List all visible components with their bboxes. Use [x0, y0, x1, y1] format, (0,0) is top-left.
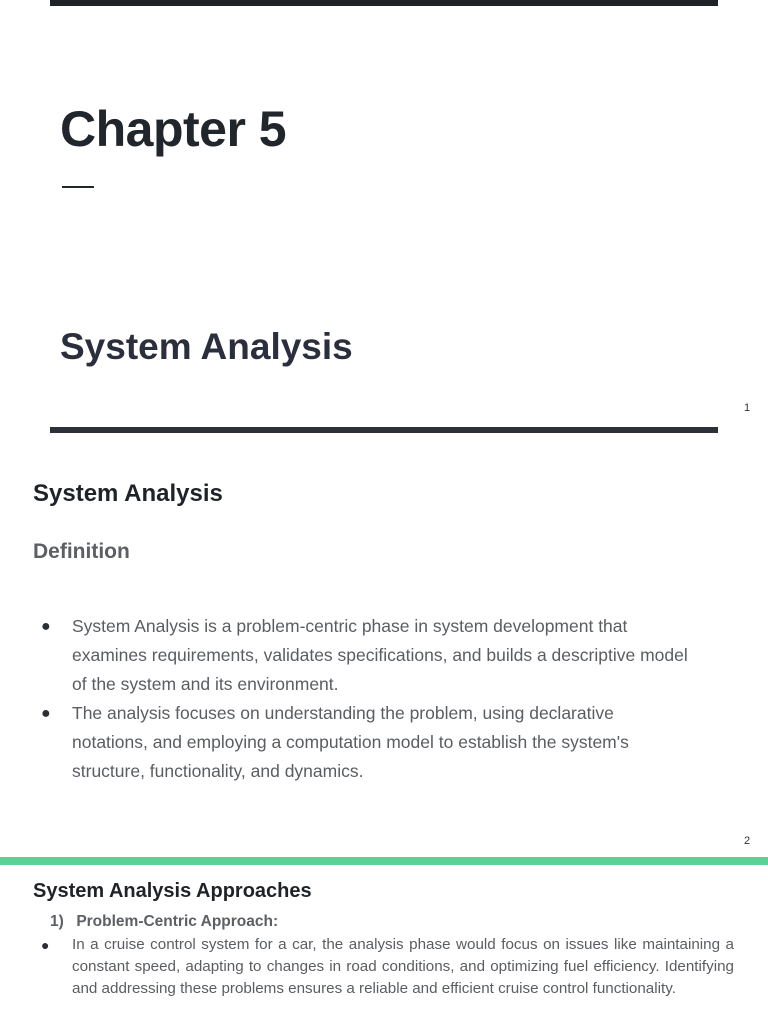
approach-list: [0, 934, 768, 1000]
list-item: [0, 934, 768, 1000]
slide-top-rule: [50, 0, 718, 6]
bullet-icon: ●: [41, 618, 51, 635]
chapter-title: Chapter 5: [60, 101, 287, 157]
approaches-title: System Analysis Approaches: [33, 880, 312, 902]
bullet-icon: ●: [41, 705, 51, 722]
list-item-text: In a cruise control system for a car, the analysis phase would focus on issues like maintaining a constant speed, adapting to changes in road conditions, and optimizing fuel efficiency. Identifying and addressing these problems ensures a reliable and efficient cruise control functionality.: [72, 936, 734, 997]
approach-number: 1): [50, 913, 64, 930]
page-number-1: 1: [744, 402, 751, 414]
definition-list: [0, 612, 768, 786]
section-title: System Analysis: [33, 480, 223, 507]
title-underline-dash: [62, 186, 94, 188]
approach-label: Problem-Centric Approach:: [76, 913, 279, 930]
page-number-2: 2: [744, 835, 751, 847]
list-item-text: The analysis focuses on understanding the problem, using declarative notations, and employing a computation model to establish the system's structure, functionality, and dynamics.: [72, 703, 629, 781]
chapter-subtitle: System Analysis: [60, 326, 353, 367]
list-item-text: System Analysis is a problem-centric phase in system development that examines requirements, validates specifications, and builds a descriptive model of the system and its environment.: [72, 616, 688, 694]
bullet-icon: ●: [41, 937, 50, 953]
list-item: [0, 612, 768, 699]
accent-bar: [0, 857, 768, 865]
list-item: [0, 699, 768, 786]
approach-heading: [50, 913, 278, 931]
slide-bottom-rule: [50, 427, 718, 433]
definition-heading: Definition: [33, 540, 130, 563]
